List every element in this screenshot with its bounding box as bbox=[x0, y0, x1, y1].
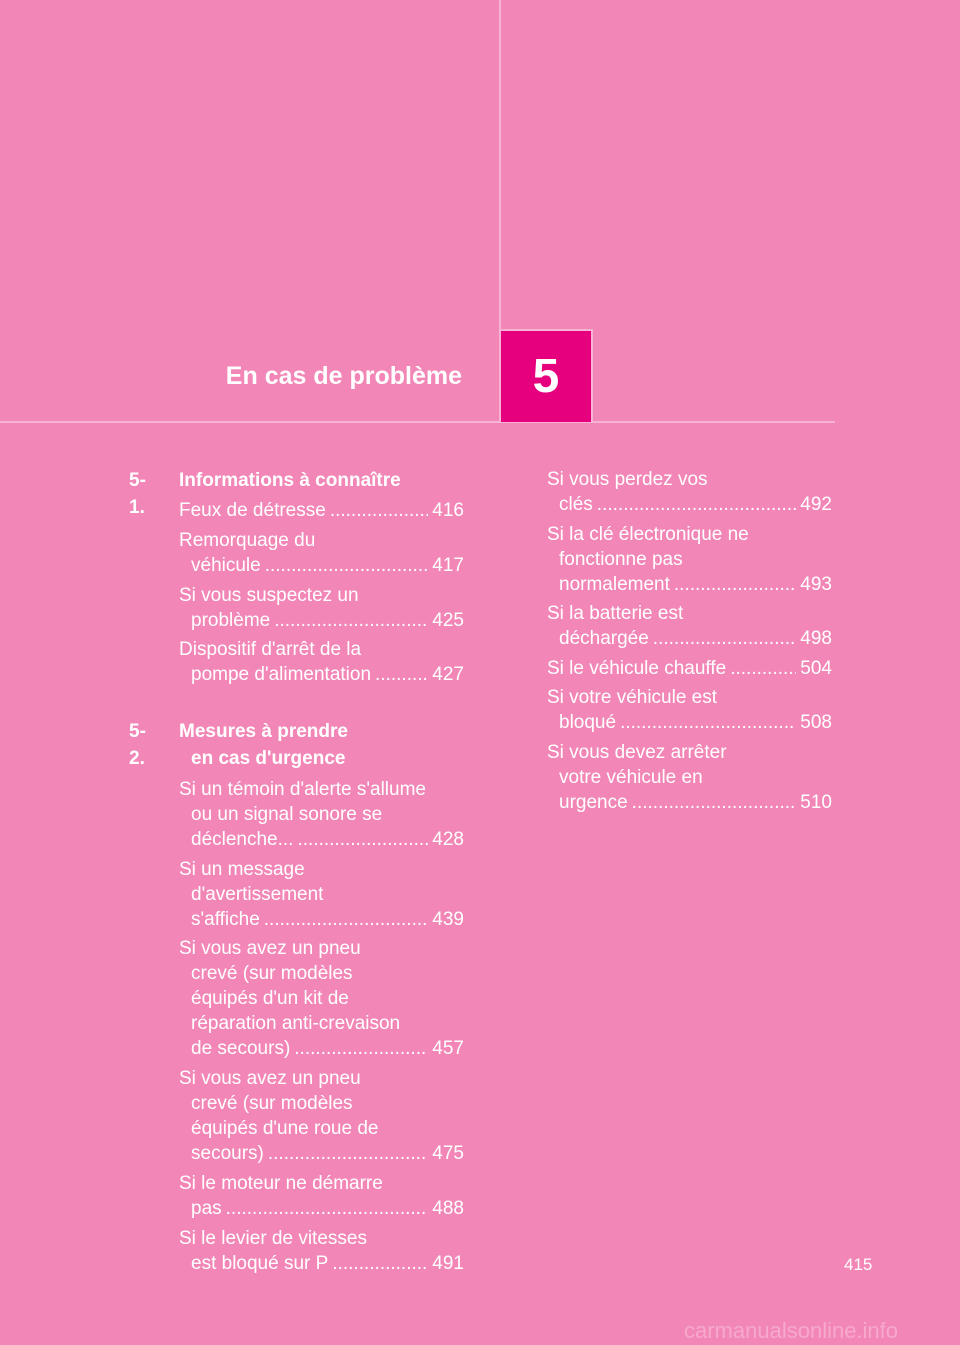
toc-entry[interactable] bbox=[547, 685, 832, 735]
toc-page-number: 510 bbox=[800, 792, 832, 813]
toc-entry-text: Si un message bbox=[179, 859, 305, 880]
toc-entry-text: crevé (sur modèles bbox=[191, 963, 353, 984]
toc-entry-text: de secours) bbox=[191, 1038, 291, 1059]
toc-page-number: 508 bbox=[800, 712, 832, 733]
toc-entry[interactable] bbox=[179, 936, 464, 1061]
dot-leader bbox=[297, 827, 428, 852]
toc-page-number: 493 bbox=[800, 574, 832, 595]
toc-entry-text: Si la batterie est bbox=[547, 603, 684, 624]
toc-entry-text: s'affiche bbox=[191, 909, 260, 930]
section-number: 5-2. bbox=[129, 721, 146, 769]
toc-entry[interactable] bbox=[179, 583, 464, 633]
toc-entry[interactable] bbox=[179, 857, 464, 932]
toc-entry[interactable] bbox=[179, 1171, 464, 1221]
toc-entry-text: Remorquage du bbox=[179, 530, 316, 551]
toc-page-number: 425 bbox=[432, 610, 464, 631]
toc-entry-row bbox=[179, 553, 464, 578]
toc-entry-row bbox=[547, 656, 832, 681]
toc-entry-text: Si vous devez arrêter bbox=[547, 742, 727, 763]
toc-entry-row bbox=[179, 1141, 464, 1166]
dot-leader bbox=[268, 1141, 428, 1166]
section-title-line: Mesures à prendre bbox=[179, 721, 348, 742]
toc-entry[interactable] bbox=[547, 656, 832, 681]
chapter-number: 5 bbox=[532, 350, 560, 403]
toc-entry-text: clés bbox=[559, 494, 593, 515]
toc-entry-row bbox=[179, 907, 464, 932]
toc-entry-text: votre véhicule en bbox=[559, 767, 703, 788]
dot-leader bbox=[653, 626, 797, 651]
toc-entry-text: urgence bbox=[559, 792, 628, 813]
toc-entry-text: pompe d'alimentation bbox=[191, 664, 372, 685]
dot-leader bbox=[274, 608, 428, 633]
toc-entry[interactable] bbox=[547, 740, 832, 815]
section-number: 5-1. bbox=[129, 470, 146, 518]
dot-leader bbox=[674, 572, 796, 597]
section-title-line: Informations à connaître bbox=[179, 470, 401, 491]
dot-leader bbox=[730, 656, 796, 681]
toc-entry-text: Si la clé électronique ne bbox=[547, 524, 749, 545]
dot-leader bbox=[264, 907, 429, 932]
horizontal-rule bbox=[0, 421, 835, 423]
toc-entry-row bbox=[547, 626, 832, 651]
toc-page-number: 488 bbox=[432, 1198, 464, 1219]
toc-page-number: 475 bbox=[432, 1143, 464, 1164]
toc-entry[interactable] bbox=[179, 637, 464, 687]
toc-page-number: 457 bbox=[432, 1038, 464, 1059]
toc-entry-row bbox=[547, 710, 832, 735]
toc-entry-text: Si vous suspectez un bbox=[179, 585, 359, 606]
toc-page-number: 498 bbox=[800, 628, 832, 649]
toc-entry-text: équipés d'un kit de bbox=[191, 988, 349, 1009]
toc-entry-row bbox=[179, 827, 464, 852]
toc-entry-text: bloqué bbox=[559, 712, 617, 733]
toc-entry-text: déclenche... bbox=[191, 829, 294, 850]
toc-entry[interactable] bbox=[179, 777, 464, 852]
toc-entry-text: Si un témoin d'alerte s'allume bbox=[179, 779, 426, 800]
section-title bbox=[179, 467, 401, 494]
dot-leader bbox=[332, 1251, 428, 1276]
toc-entry-text: problème bbox=[191, 610, 271, 631]
toc-entry-row bbox=[179, 608, 464, 633]
dot-leader bbox=[330, 498, 428, 523]
toc-entry-text: fonctionne pas bbox=[559, 549, 683, 570]
toc-entry-text: d'avertissement bbox=[191, 884, 324, 905]
toc-entry-text: Si vous avez un pneu bbox=[179, 938, 361, 959]
toc-entry-text: secours) bbox=[191, 1143, 264, 1164]
toc-entry-text: équipés d'une roue de bbox=[191, 1118, 379, 1139]
toc-entry-text: Si vous perdez vos bbox=[547, 469, 708, 490]
toc-entry[interactable] bbox=[547, 522, 832, 597]
toc-entry[interactable] bbox=[179, 528, 464, 578]
toc-entry-row bbox=[547, 790, 832, 815]
toc-entry-row bbox=[179, 498, 464, 523]
watermark: carmanualsonline.info bbox=[684, 1318, 899, 1343]
toc-page-number: 417 bbox=[432, 555, 464, 576]
dot-leader bbox=[375, 662, 428, 687]
toc-page-number: 491 bbox=[432, 1253, 464, 1274]
toc-entry-row bbox=[179, 1036, 464, 1061]
toc-entry-text: Si le levier de vitesses bbox=[179, 1228, 367, 1249]
toc-entry-text: crevé (sur modèles bbox=[191, 1093, 353, 1114]
toc-entry-text: normalement bbox=[559, 574, 670, 595]
toc-entry-text: réparation anti-crevaison bbox=[191, 1013, 401, 1034]
section-title bbox=[179, 718, 348, 772]
dot-leader bbox=[632, 790, 797, 815]
toc-entry-text: Si votre véhicule est bbox=[547, 687, 718, 708]
section-title-line: en cas d'urgence bbox=[191, 748, 346, 769]
toc-entry[interactable] bbox=[179, 1226, 464, 1276]
toc-entry-row bbox=[179, 662, 464, 687]
toc-page-number: 492 bbox=[800, 494, 832, 515]
toc-entry-row bbox=[179, 1196, 464, 1221]
toc-page-number: 439 bbox=[432, 909, 464, 930]
chapter-number-tab bbox=[501, 329, 593, 422]
toc-entry-text: Dispositif d'arrêt de la bbox=[179, 639, 362, 660]
toc-entry-text: véhicule bbox=[191, 555, 261, 576]
dot-leader bbox=[620, 710, 796, 735]
toc-entry[interactable] bbox=[179, 498, 464, 523]
toc-entry[interactable] bbox=[179, 1066, 464, 1166]
toc-entry-text: est bloqué sur P bbox=[191, 1253, 329, 1274]
toc-entry[interactable] bbox=[547, 467, 832, 517]
toc-entry-row bbox=[547, 572, 832, 597]
dot-leader bbox=[226, 1196, 429, 1221]
chapter-title: En cas de problème bbox=[225, 362, 462, 390]
toc-page-number: 504 bbox=[800, 658, 832, 679]
toc-entry-text: Feux de détresse bbox=[179, 500, 326, 521]
dot-leader bbox=[294, 1036, 428, 1061]
dot-leader bbox=[597, 492, 797, 517]
toc-page-number: 428 bbox=[432, 829, 464, 850]
toc-entry-row bbox=[179, 1251, 464, 1276]
toc-entry[interactable] bbox=[547, 601, 832, 651]
dot-leader bbox=[265, 553, 429, 578]
page-number: 415 bbox=[844, 1255, 873, 1274]
toc-entry-text: déchargée bbox=[559, 628, 649, 649]
toc-entry-text: Si le véhicule chauffe bbox=[547, 658, 727, 679]
toc-page-number: 427 bbox=[432, 664, 464, 685]
toc-entry-text: Si vous avez un pneu bbox=[179, 1068, 361, 1089]
toc-entry-row bbox=[547, 492, 832, 517]
toc-entry-text: ou un signal sonore se bbox=[191, 804, 383, 825]
toc-page-number: 416 bbox=[432, 500, 464, 521]
toc-entry-text: Si le moteur ne démarre bbox=[179, 1173, 383, 1194]
toc-entry-text: pas bbox=[191, 1198, 222, 1219]
